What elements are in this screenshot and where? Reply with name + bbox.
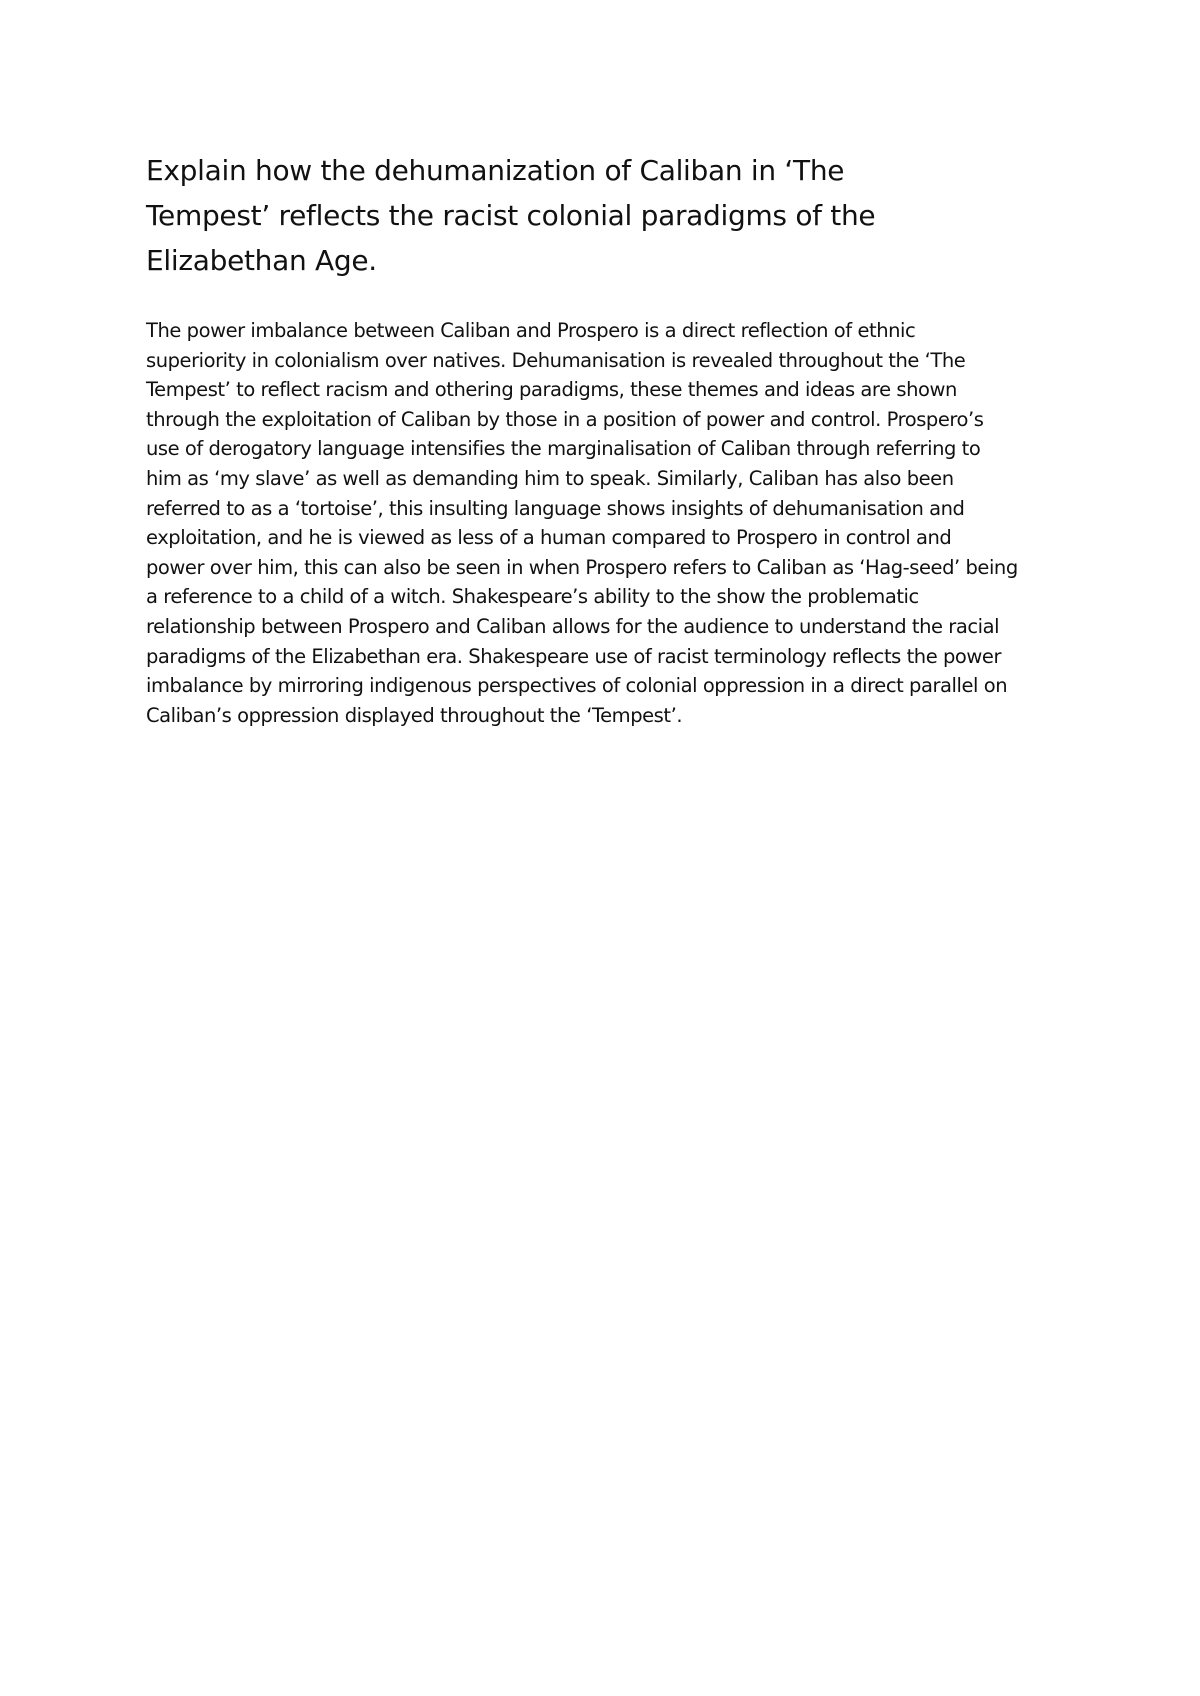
paragraph-line: The power imbalance between Caliban and Prospero is a direct reflection of ethnic: [146, 319, 916, 342]
document-content: [146, 148, 1086, 730]
paragraph-line: relationship between Prospero and Caliban allows for the audience to understand the racial: [146, 614, 1000, 638]
essay-paragraph: [146, 316, 1086, 730]
paragraph-line: referred to as a ‘tortoise’, this insulting language shows insights of dehumanisation and: [146, 496, 965, 520]
title-line: Elizabethan Age.: [146, 244, 377, 277]
title-line: Explain how the dehumanization of Caliban in ‘The: [146, 154, 845, 187]
paragraph-line: superiority in colonialism over natives. Dehumanisation is revealed throughout the ‘The: [146, 348, 966, 372]
paragraph-line: exploitation, and he is viewed as less of a human compared to Prospero in control and: [146, 526, 952, 550]
essay-title: [146, 148, 946, 283]
title-line: Tempest’ reflects the racist colonial paradigms of the: [146, 199, 876, 232]
paragraph-line: use of derogatory language intensifies the marginalisation of Caliban through referring to: [146, 437, 981, 461]
paragraph-line: through the exploitation of Caliban by those in a position of power and control. Prospero’s: [146, 407, 984, 431]
paragraph-line: a reference to a child of a witch. Shakespeare’s ability to the show the problematic: [146, 585, 919, 609]
paragraph-line: him as ‘my slave’ as well as demanding him to speak. Similarly, Caliban has also been: [146, 466, 954, 490]
paragraph-line: Tempest’ to reflect racism and othering paradigms, these themes and ideas are shown: [146, 378, 957, 402]
paragraph-line: power over him, this can also be seen in when Prospero refers to Caliban as ‘Hag-seed’ being: [146, 555, 1018, 579]
paragraph-line: paradigms of the Elizabethan era. Shakespeare use of racist terminology reflects the power: [146, 644, 1002, 668]
paragraph-line: Caliban’s oppression displayed throughout the ‘Tempest’.: [146, 703, 683, 727]
paragraph-line: imbalance by mirroring indigenous perspectives of colonial oppression in a direct parallel on: [146, 674, 1008, 698]
